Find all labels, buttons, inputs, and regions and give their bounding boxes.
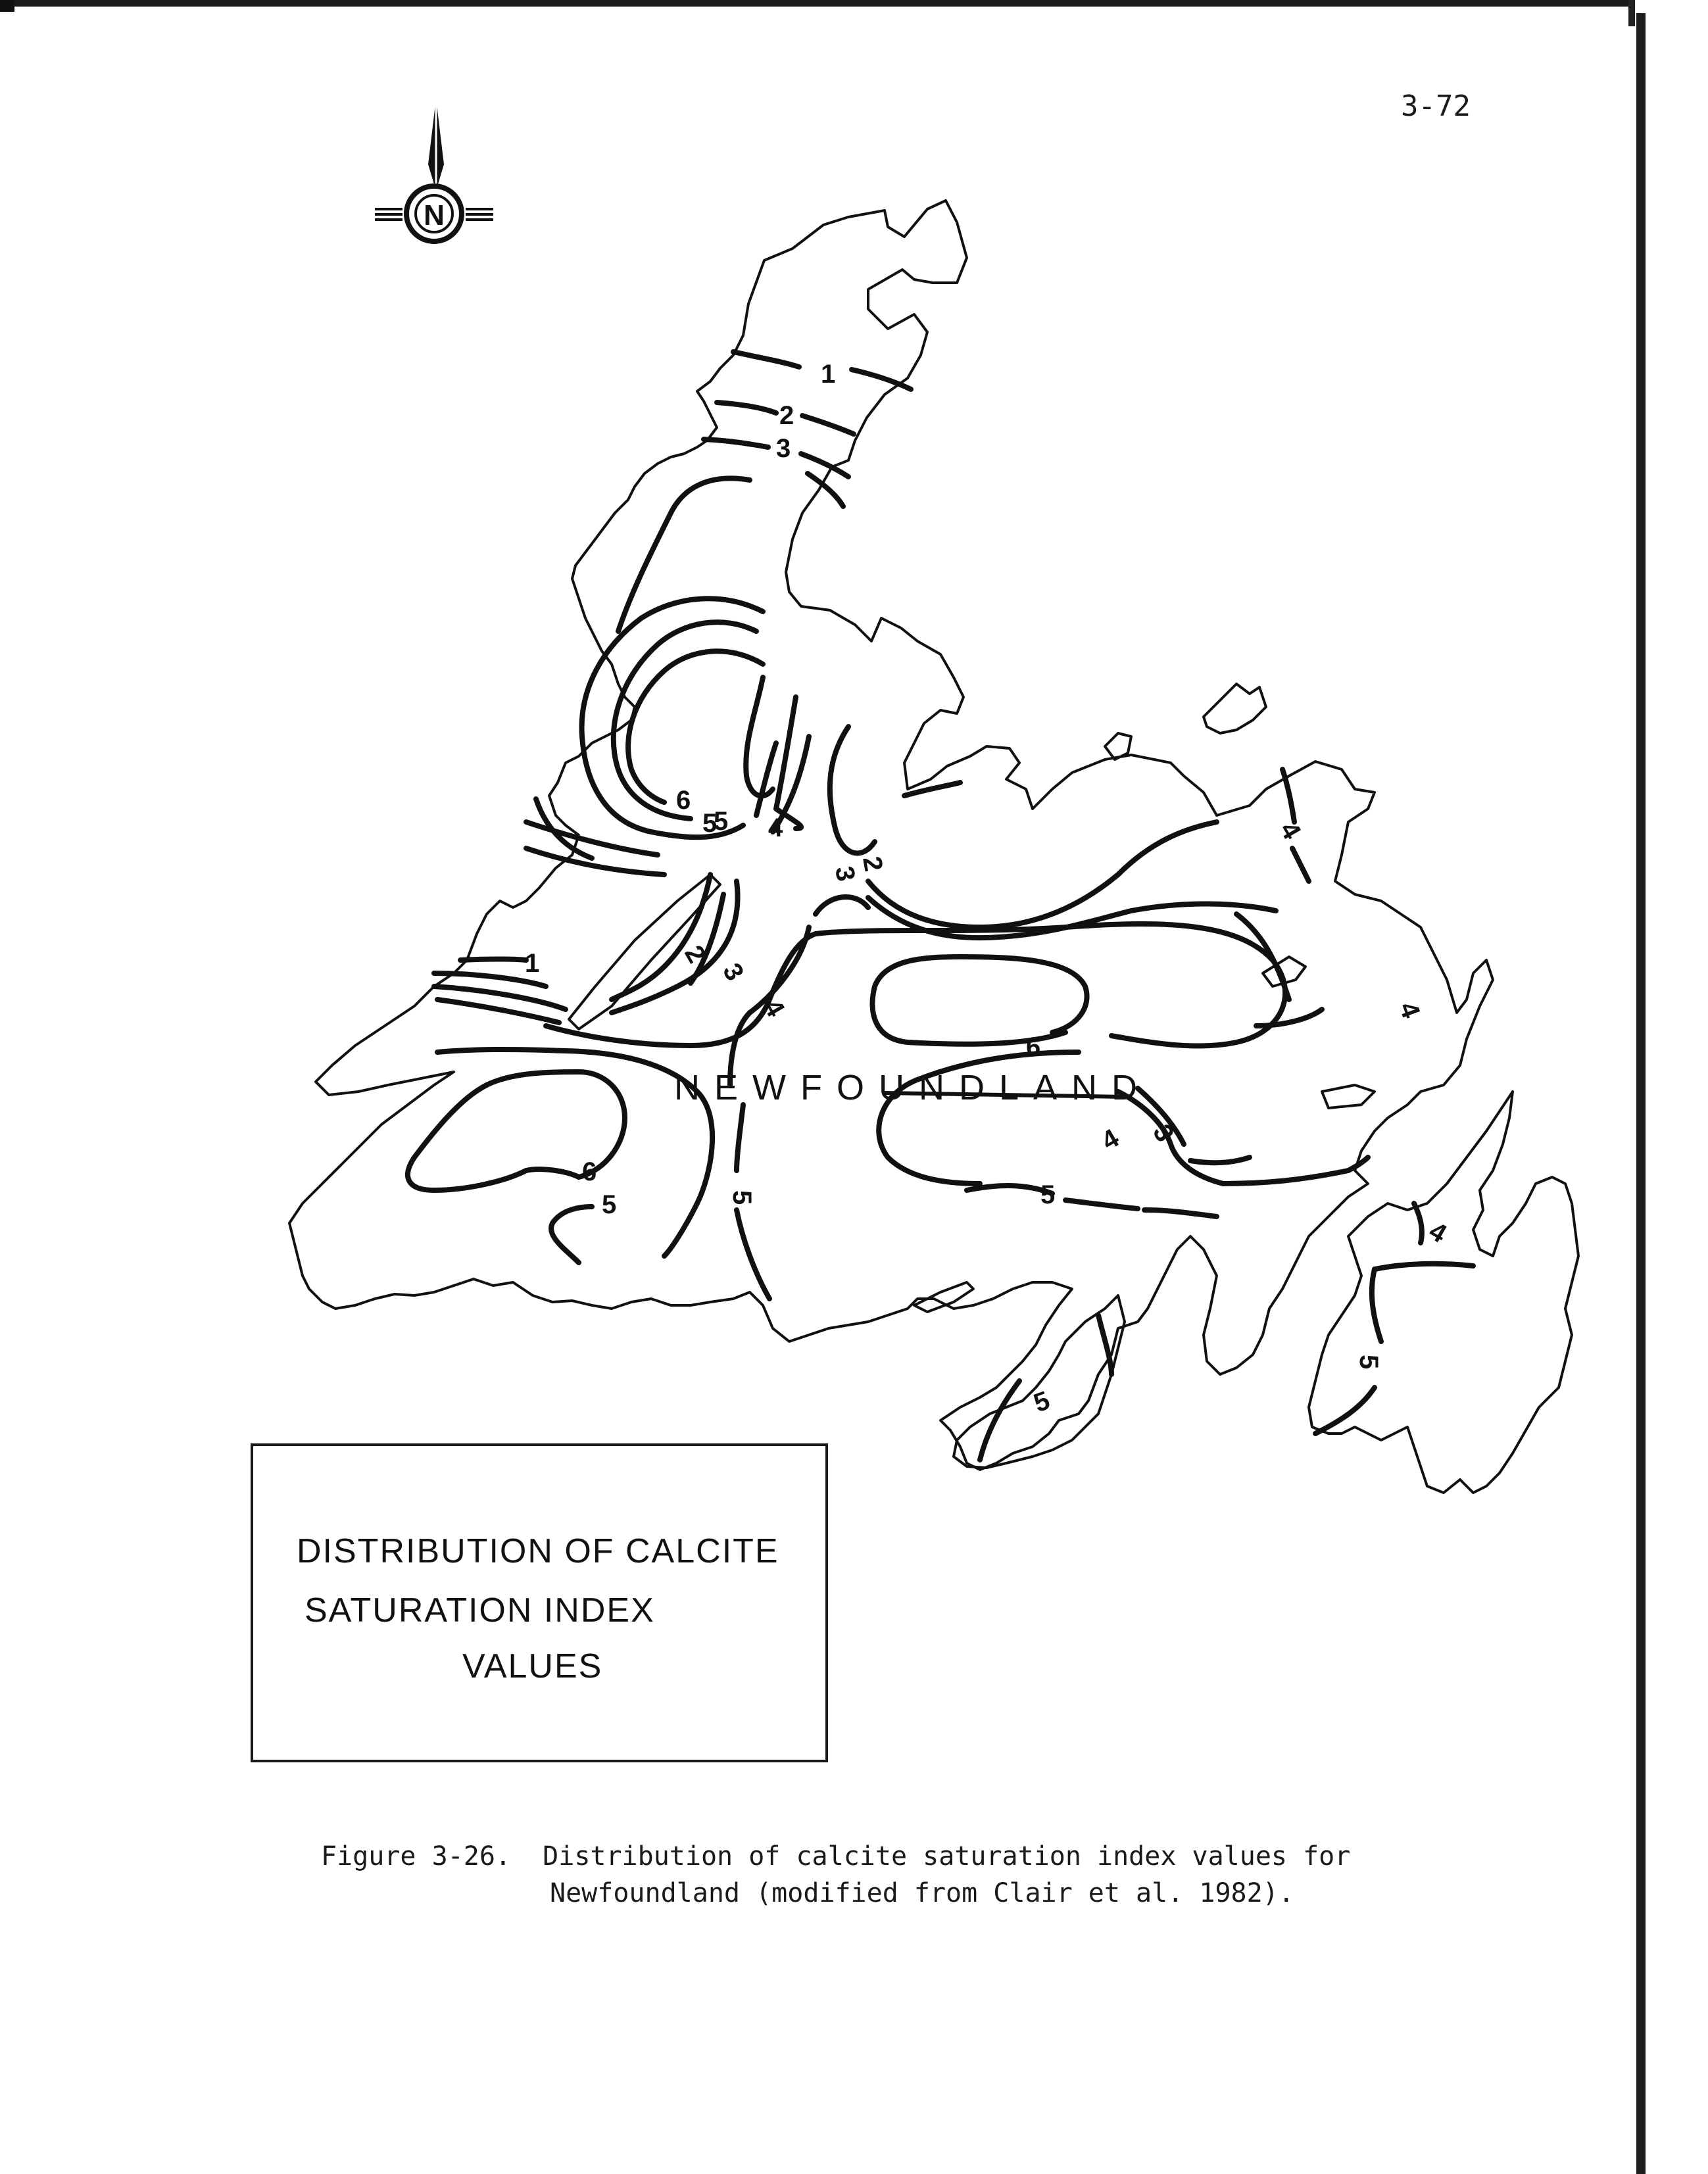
contour-label: 2 [857,854,889,874]
contour-label: 5 [1040,1180,1056,1209]
contour-east-b [1256,1009,1322,1026]
contour-long-1 [546,924,1285,1046]
contour-1-west-c [434,986,566,1009]
figure-caption [321,1838,1350,1912]
contour-label: 3 [776,434,791,463]
legend-box [251,1443,828,1762]
contour-bay-top [904,783,960,796]
contour-arc-west [618,478,750,631]
contour-2-west [612,875,710,1000]
contour-label: 5 [1030,1386,1054,1418]
caption-line: Newfoundland (modified from Clair et al. 1982). [550,1878,1294,1908]
legend-line: VALUES [462,1647,603,1685]
legend-line: SATURATION INDEX [305,1591,655,1630]
page-number: 3-72 [1401,89,1471,123]
contour-5-avalon-b [1315,1388,1375,1434]
contour-1-north-b [852,370,911,389]
contour-label: 1 [821,360,836,389]
contour-5-inner [756,743,776,815]
contour-label: 3 [1147,1119,1180,1147]
contour-5-se [967,1186,1052,1194]
contour-1-west [460,959,526,961]
contour-6-ring [628,651,763,802]
contour-label: 6 [1026,1032,1041,1061]
contour-label: 5 [602,1190,617,1219]
contour-2-north [717,402,776,413]
contour-5-south [551,1207,592,1263]
contour-label: 4 [1393,998,1426,1022]
caption-line: Figure 3-26. Distribution of calcite saturation index values for [321,1841,1351,1872]
contour-label: 2 [679,940,712,968]
contour-3-bay [830,727,875,853]
contour-east-a [1236,914,1289,1000]
contour-6-east [873,957,1087,1044]
north-symbol: N [424,199,445,231]
contour-6-inner [746,677,773,796]
contour-3-se-b [1190,1157,1250,1163]
contour-1-north [733,352,799,367]
contour-5-south-east [1144,1210,1217,1217]
contour-long-south [437,1050,712,1256]
contour-5-central [737,1105,743,1171]
region-label: NEWFOUNDLAND [674,1068,1152,1107]
contour-4-east-b [1292,848,1309,881]
contour-label: 4 [758,994,791,1022]
compass-rose-icon [375,99,493,241]
contour-label: 3 [717,958,750,986]
island-fogo [1204,684,1266,733]
contour-5-avalon [1372,1269,1381,1341]
island-small-4 [1322,1085,1375,1108]
contour-4-central-b [816,897,868,914]
contour-label: 1 [525,949,540,978]
avalon-peninsula [1309,1092,1578,1493]
contour-4-avalon-b [1375,1264,1473,1269]
contour-3-north [704,439,768,447]
contour-label: 5 [702,809,718,838]
contour-2-bay [868,822,1217,927]
contour-label: 4 [1274,817,1307,844]
contour-label: 2 [779,401,794,430]
contour-label: 3 [829,863,861,884]
contour-label: 4 [1424,1216,1452,1249]
contour-label: 4 [1096,1123,1124,1156]
contour-2-north-b [802,416,854,434]
contour-4-avalon [1414,1203,1422,1243]
contour-label: 4 [768,813,783,842]
contour-label: 5 [714,807,729,836]
legend-line: DISTRIBUTION OF CALCITE [297,1532,779,1570]
contour-label: 5 [1354,1355,1383,1370]
contour-label: 6 [676,786,691,815]
contour-5-central-b [737,1210,769,1299]
contour-label: 5 [727,1190,756,1205]
contour-5-se-b [1065,1200,1138,1209]
island-outline [289,201,1493,1470]
contour-label: 6 [582,1157,597,1186]
